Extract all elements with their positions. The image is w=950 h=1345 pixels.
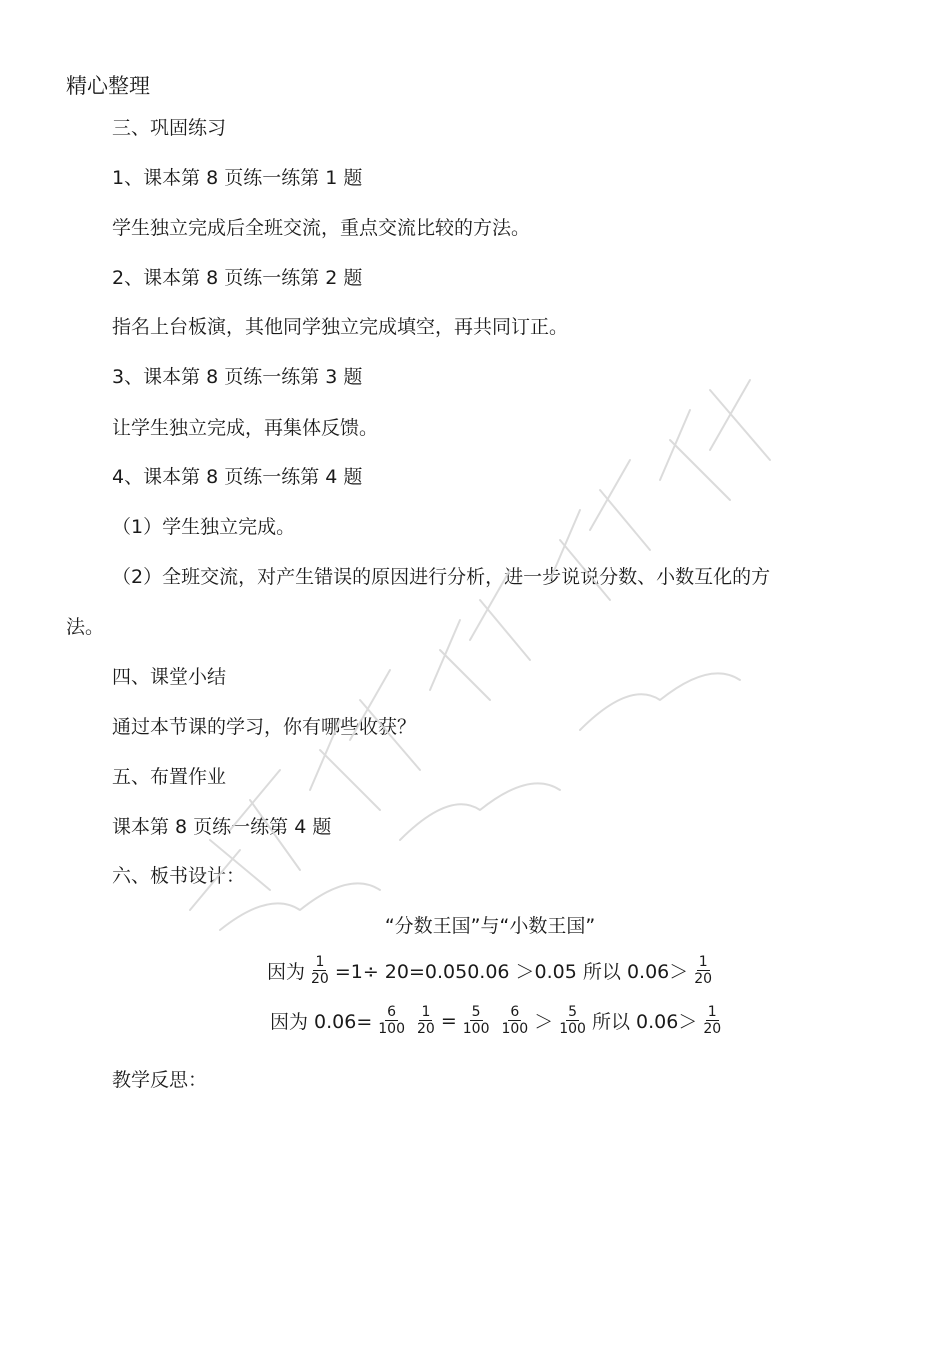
watermark-stroke-7 — [400, 783, 560, 840]
eq1-fraction-2-numerator: 1 — [698, 954, 708, 970]
board-equation-2 — [270, 1004, 727, 1037]
eq2-fraction-5-denominator: 100 — [559, 1021, 586, 1037]
eq2-fraction-3-denominator: 100 — [462, 1021, 490, 1037]
section-heading-4: 四、课堂小结 — [112, 666, 227, 688]
eq2-fraction-2-denominator: 20 — [417, 1021, 435, 1037]
exercise-3-desc: 让学生独立完成，再集体反馈。 — [112, 417, 379, 439]
section-heading-3: 三、巩固练习 — [112, 117, 227, 139]
eq1-fraction-1 — [309, 954, 331, 987]
eq1-fraction-1-numerator: 1 — [315, 954, 325, 970]
summary-question: 通过本节课的学习，你有哪些收获？ — [112, 716, 417, 738]
eq2-fraction-6-denominator: 20 — [703, 1021, 722, 1037]
eq2-fraction-4-numerator: 6 — [510, 1004, 520, 1020]
eq2-fraction-3 — [461, 1004, 492, 1037]
eq1-prefix: 因为 — [267, 961, 306, 983]
section-heading-6: 六、板书设计： — [112, 865, 246, 887]
eq2-fraction-6-numerator: 1 — [707, 1004, 717, 1020]
watermark-stroke-1 — [190, 770, 300, 910]
watermark-stroke-2 — [310, 670, 420, 810]
eq2-prefix: 因为 0.06= — [270, 1011, 373, 1033]
eq2-fraction-5-numerator: 5 — [568, 1004, 578, 1020]
exercise-4-part-2-cont: 法。 — [66, 616, 105, 638]
exercise-1-desc: 学生独立完成后全班交流，重点交流比较的方法。 — [112, 217, 531, 239]
homework-line: 课本第 8 页练一练第 4 题 — [112, 816, 332, 838]
eq1-fraction-2-denominator: 20 — [694, 971, 713, 987]
watermark-graphic — [150, 370, 830, 950]
eq2-fraction-1-numerator: 6 — [387, 1004, 397, 1020]
eq2-fraction-3-numerator: 5 — [471, 1004, 481, 1020]
eq2-fraction-6 — [701, 1004, 723, 1037]
eq2-fraction-4-denominator: 100 — [501, 1021, 529, 1037]
exercise-3: 3、课本第 8 页练一练第 3 题 — [112, 366, 363, 388]
eq2-fraction-1-denominator: 100 — [378, 1021, 405, 1037]
section-heading-5: 五、布置作业 — [112, 766, 227, 788]
eq2-suffix: 所以 0.06＞ — [591, 1011, 698, 1033]
watermark-stroke-8 — [580, 673, 740, 730]
exercise-4: 4、课本第 8 页练一练第 4 题 — [112, 466, 363, 488]
eq2-greater-than: ＞ — [534, 1011, 554, 1033]
exercise-4-part-2: （2）全班交流，对产生错误的原因进行分析，进一步说说分数、小数互化的方 — [112, 566, 771, 588]
exercise-1: 1、课本第 8 页练一练第 1 题 — [112, 167, 363, 189]
eq2-fraction-4 — [499, 1004, 530, 1037]
eq2-fraction-5 — [557, 1004, 588, 1037]
exercise-2-desc: 指名上台板演，其他同学独立完成填空，再共同订正。 — [112, 316, 569, 338]
eq1-fraction-1-denominator: 20 — [311, 971, 329, 987]
eq2-fraction-1 — [376, 1004, 407, 1037]
eq1-middle: =1÷ 20=0.050.06 ＞0.05 所以 0.06＞ — [334, 961, 689, 983]
eq2-fraction-2-numerator: 1 — [421, 1004, 431, 1020]
eq2-fraction-2 — [415, 1004, 437, 1037]
watermark-stroke-5 — [660, 380, 770, 500]
board-title: “分数王国”与“小数王国” — [384, 915, 596, 937]
eq1-fraction-2 — [692, 954, 714, 987]
teaching-reflection: 教学反思： — [112, 1069, 208, 1091]
eq2-equals: = — [440, 1009, 457, 1032]
exercise-4-part-1: （1）学生独立完成。 — [112, 516, 296, 538]
watermark-stroke-3 — [430, 570, 530, 700]
board-equation-1 — [267, 954, 718, 987]
page-header: 精心整理 — [66, 74, 150, 98]
exercise-2: 2、课本第 8 页练一练第 2 题 — [112, 267, 363, 289]
